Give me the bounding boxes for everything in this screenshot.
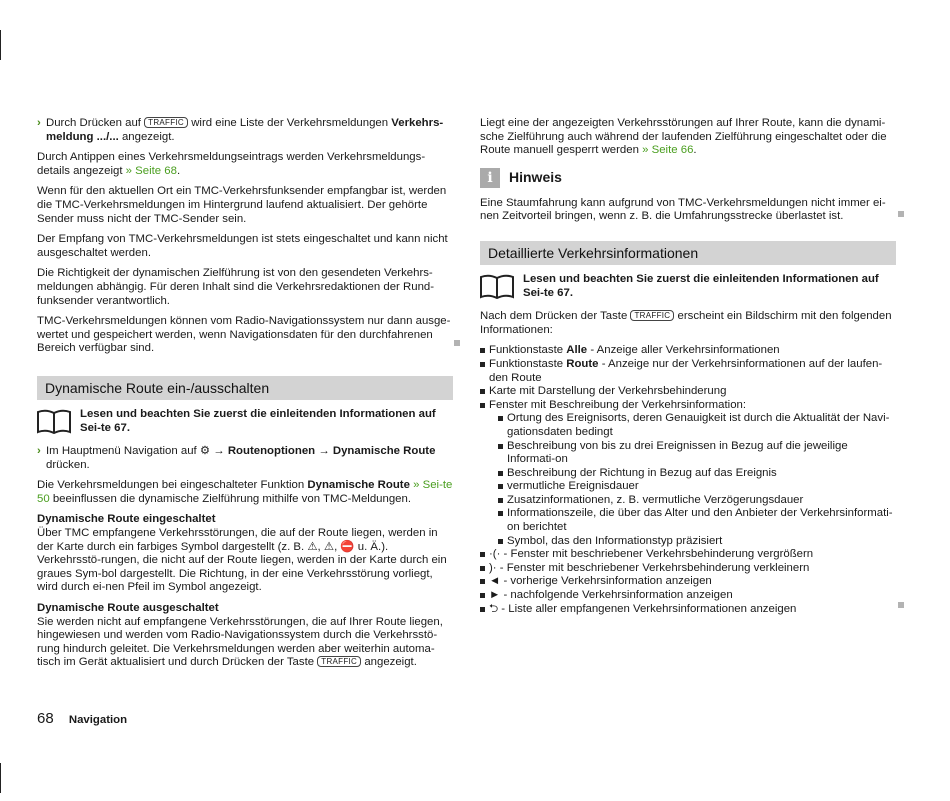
- read-first-note: [480, 273, 896, 300]
- list-text: - Anzeige nur der Verkehrsinformationen auf der laufen-den Route: [489, 357, 883, 384]
- paragraph-text: beeinflussen die dynamische Zielführung mithilfe von TMC-Meldungen.: [52, 492, 411, 505]
- arrow-bullet-icon: ›: [37, 445, 41, 458]
- traffic-key: TRAFFIC: [630, 310, 674, 321]
- list-text: ⮌ - Liste aller empfangenen Verkehrsinformationen anzeigen: [489, 602, 797, 615]
- crop-mark-bottom: [0, 763, 1, 793]
- arrow-bullet-icon: ›: [37, 117, 41, 129]
- traffic-key: TRAFFIC: [144, 117, 188, 128]
- square-bullet-icon: [480, 362, 485, 367]
- page-footer: [37, 712, 127, 728]
- sublist-text: Beschreibung von bis zu drei Ereignissen in Bezug auf die jeweilige Informati-on: [507, 439, 848, 466]
- paragraph-tmc-reception: Der Empfang von TMC-Verkehrsmeldungen ist stets eingeschaltet und kann nicht ausgeschaltet werden.: [37, 233, 448, 259]
- read-first-note: [37, 408, 453, 435]
- list-item-zoom-out: [480, 562, 896, 576]
- sublist-text: Beschreibung der Richtung in Bezug auf das Ereignis: [507, 466, 777, 479]
- paragraph-dynamic-on: Über TMC empfangene Verkehrsstörungen, die auf der Route liegen, werden in der Karte durch ein farbiges Symbol dargestellt (z. B. ⚠, ⚠, ⛔ u. Ä.). Verkehrsstö-rungen, die nicht auf der Route liegen, werden in der Karte durch ein graues Sym-bol dargestellt. Die Richtung, in der eine Verkehrsstörung vorliegt, wird durch ei-nen Pfeil im Symbol angezeigt.: [37, 527, 447, 594]
- instruction-bold: Verkehrs-meldung .../...: [46, 117, 444, 143]
- list-text: )· - Fenster mit beschriebener Verkehrsbehinderung verkleinern: [489, 561, 810, 574]
- crop-mark-top: [0, 30, 1, 60]
- square-bullet-icon: [498, 471, 503, 476]
- list-text: Fenster mit Beschreibung der Verkehrsinformation:: [489, 398, 747, 411]
- end-mark-right: [898, 602, 904, 608]
- sublist-text: Symbol, das den Informationstyp präzisiert: [507, 534, 723, 547]
- paragraph-text: Nach dem Drücken der Taste: [480, 310, 628, 323]
- instruction-text: Im Hauptmenü Navigation auf: [46, 445, 197, 458]
- sublist-item: [498, 535, 896, 549]
- right-column: [480, 117, 896, 616]
- hint-text: Eine Staumfahrung kann aufgrund von TMC-Verkehrsmeldungen nicht immer ei-nen Zeitvorteil bringen, wenn z. B. die Umfahrungsstrecke überlastet ist.: [480, 196, 886, 223]
- square-bullet-icon: [480, 552, 485, 557]
- list-item-zoom-in: [480, 548, 896, 562]
- square-bullet-icon: [498, 498, 503, 503]
- info-sublist: [489, 412, 896, 548]
- list-item: [480, 385, 896, 399]
- list-item-next: [480, 589, 896, 603]
- list-item: [480, 399, 896, 549]
- left-column: [37, 117, 453, 677]
- subheading-dynamic-off: Dynamische Route ausgeschaltet: [37, 602, 219, 615]
- hint-title: Hinweis: [509, 168, 562, 185]
- end-mark-hint: [898, 211, 904, 217]
- paragraph-text: .: [176, 164, 181, 177]
- sublist-text: Informationszeile, die über das Alter und den Anbieter der Verkehrsinformati-on berichtet: [507, 507, 893, 534]
- sublist-item: [498, 507, 896, 534]
- page-link[interactable]: » Sei-te 50: [37, 479, 453, 505]
- list-text: Karte mit Darstellung der Verkehrsbehinderung: [489, 385, 727, 398]
- instruction-text: angezeigt.: [121, 130, 175, 143]
- menu-arrow: →: [213, 445, 225, 458]
- square-bullet-icon: [480, 389, 485, 394]
- settings-icon: ⚙: [199, 445, 211, 458]
- list-text: - Anzeige aller Verkehrsinformationen: [590, 344, 780, 357]
- read-first-text: Lesen und beachten Sie zuerst die einleitenden Informationen auf Sei-te 67.: [80, 407, 436, 434]
- square-bullet-icon: [480, 607, 485, 612]
- list-text: ·(· - Fenster mit beschriebener Verkehrsbehinderung vergrößern: [489, 548, 814, 561]
- square-bullet-icon: [480, 348, 485, 353]
- paragraph-navigation-data: TMC-Verkehrsmeldungen können vom Radio-Navigationssystem nur dann ausge-wertet und gespeichert werden, wenn Navigationsdaten für den durchfahrenen Bereich verfügbar sind.: [37, 315, 451, 355]
- paragraph-bold: Dynamische Route: [307, 479, 410, 492]
- list-item: [480, 344, 896, 358]
- list-bold: Alle: [566, 344, 588, 357]
- square-bullet-icon: [480, 566, 485, 571]
- hint-heading: [480, 168, 896, 188]
- instruction-text: drücken.: [46, 458, 90, 471]
- paragraph-tmc-update: Wenn für den aktuellen Ort ein TMC-Verkehrsfunksender empfangbar ist, werden die TMC-Verkehrsmeldungen im Hintergrund laufend aktualisiert. Der gehörte Sender muss nicht der TMC-Sender sein.: [37, 185, 447, 225]
- square-bullet-icon: [498, 444, 503, 449]
- sublist-item: [498, 494, 896, 508]
- list-bold: Route: [566, 357, 599, 370]
- page-link[interactable]: » Seite 68: [125, 164, 177, 177]
- paragraph-text: Die Verkehrsmeldungen bei eingeschalteter Funktion: [37, 479, 305, 492]
- square-bullet-icon: [480, 579, 485, 584]
- paragraph-details: [37, 151, 453, 178]
- list-item-back: [480, 603, 896, 617]
- traffic-key: TRAFFIC: [317, 656, 361, 667]
- instruction-traffic-list: [37, 117, 453, 144]
- square-bullet-icon: [498, 416, 503, 421]
- end-mark-left: [454, 340, 460, 346]
- square-bullet-icon: [498, 539, 503, 544]
- page-link[interactable]: » Seite 66: [642, 144, 694, 157]
- paragraph-text: angezeigt.: [364, 656, 417, 669]
- paragraph-text: Sie werden nicht auf empfangene Verkehrsstörungen, die auf Ihrer Route liegen, hingewiesen und werden vom Radio-Navigationssystem durch die Verkehrsstö-rung hindurch geleitet. Die Verkehrsmeldungen werden aber weiterhin automa-tisch im Gerät aktualisiert und durch Drücken der Taste: [37, 615, 443, 669]
- menu-arrow: →: [318, 445, 330, 458]
- paragraph-route-block: [480, 117, 896, 158]
- page-number: 68: [37, 710, 54, 727]
- sublist-item: [498, 440, 896, 467]
- instruction-dynamic-route: [37, 445, 453, 472]
- square-bullet-icon: [498, 484, 503, 489]
- paragraph-dynamic-off: [37, 616, 453, 670]
- section-heading-detailed-info: Detaillierte Verkehrsinformationen: [480, 241, 896, 265]
- list-text: ► - nachfolgende Verkehrsinformation anzeigen: [489, 589, 733, 602]
- paragraph-text: erscheint ein Bildschirm mit den folgenden Informationen:: [480, 310, 892, 336]
- square-bullet-icon: [480, 403, 485, 408]
- chapter-title: Navigation: [68, 714, 128, 726]
- square-bullet-icon: [498, 511, 503, 516]
- menu-item-dynamic-route: Dynamische Route: [332, 445, 436, 458]
- list-text: Funktionstaste: [489, 357, 564, 370]
- sublist-text: vermutliche Ereignisdauer: [507, 480, 639, 493]
- info-list: [480, 344, 896, 616]
- subheading-dynamic-on: Dynamische Route eingeschaltet: [37, 513, 216, 526]
- paragraph-text: Liegt eine der angezeigten Verkehrsstörungen auf Ihrer Route, kann die dynami-sche Zielführung auch während der laufenden Zielführung eingeschaltet oder die Route manuell gesperrt werden: [480, 117, 887, 157]
- list-text: ◄ - vorherige Verkehrsinformation anzeigen: [489, 575, 712, 588]
- info-icon: i: [480, 168, 500, 188]
- sublist-text: Ortung des Ereignisorts, deren Genauigkeit ist durch die Aktualität der Navi-gationsdaten bedingt: [507, 412, 890, 438]
- sublist-item: [498, 467, 896, 481]
- book-icon: [37, 408, 71, 434]
- square-bullet-icon: [480, 593, 485, 598]
- sublist-text: Zusatzinformationen, z. B. vermutliche Verzögerungsdauer: [507, 493, 804, 506]
- menu-item-route-options: Routenoptionen: [227, 445, 316, 458]
- list-item-previous: [480, 575, 896, 589]
- paragraph-text: .: [693, 144, 697, 157]
- section-heading-dynamic-route: Dynamische Route ein-/ausschalten: [37, 376, 453, 400]
- paragraph-traffic-screen: [480, 310, 896, 337]
- paragraph-text: Durch Antippen eines Verkehrsmeldungseintrags werden Verkehrsmeldungs-details angezeigt: [37, 151, 426, 177]
- book-icon: [480, 273, 514, 299]
- sublist-item: [498, 480, 896, 494]
- paragraph-accuracy: Die Richtigkeit der dynamischen Zielführung ist von den gesendeten Verkehrs-meldungen abhängig. Für deren Inhalt sind die Verkehrsredaktionen der Rund-funksender verantwortlich.: [37, 267, 435, 307]
- read-first-text: Lesen und beachten Sie zuerst die einleitenden Informationen auf Sei-te 67.: [523, 272, 879, 299]
- instruction-text: wird eine Liste der Verkehrsmeldungen: [191, 117, 389, 129]
- list-text: Funktionstaste: [489, 344, 564, 357]
- list-item: [480, 358, 896, 385]
- instruction-text: Durch Drücken auf: [46, 117, 141, 129]
- sublist-item: [498, 412, 896, 439]
- paragraph-dynamic-function: [37, 479, 453, 506]
